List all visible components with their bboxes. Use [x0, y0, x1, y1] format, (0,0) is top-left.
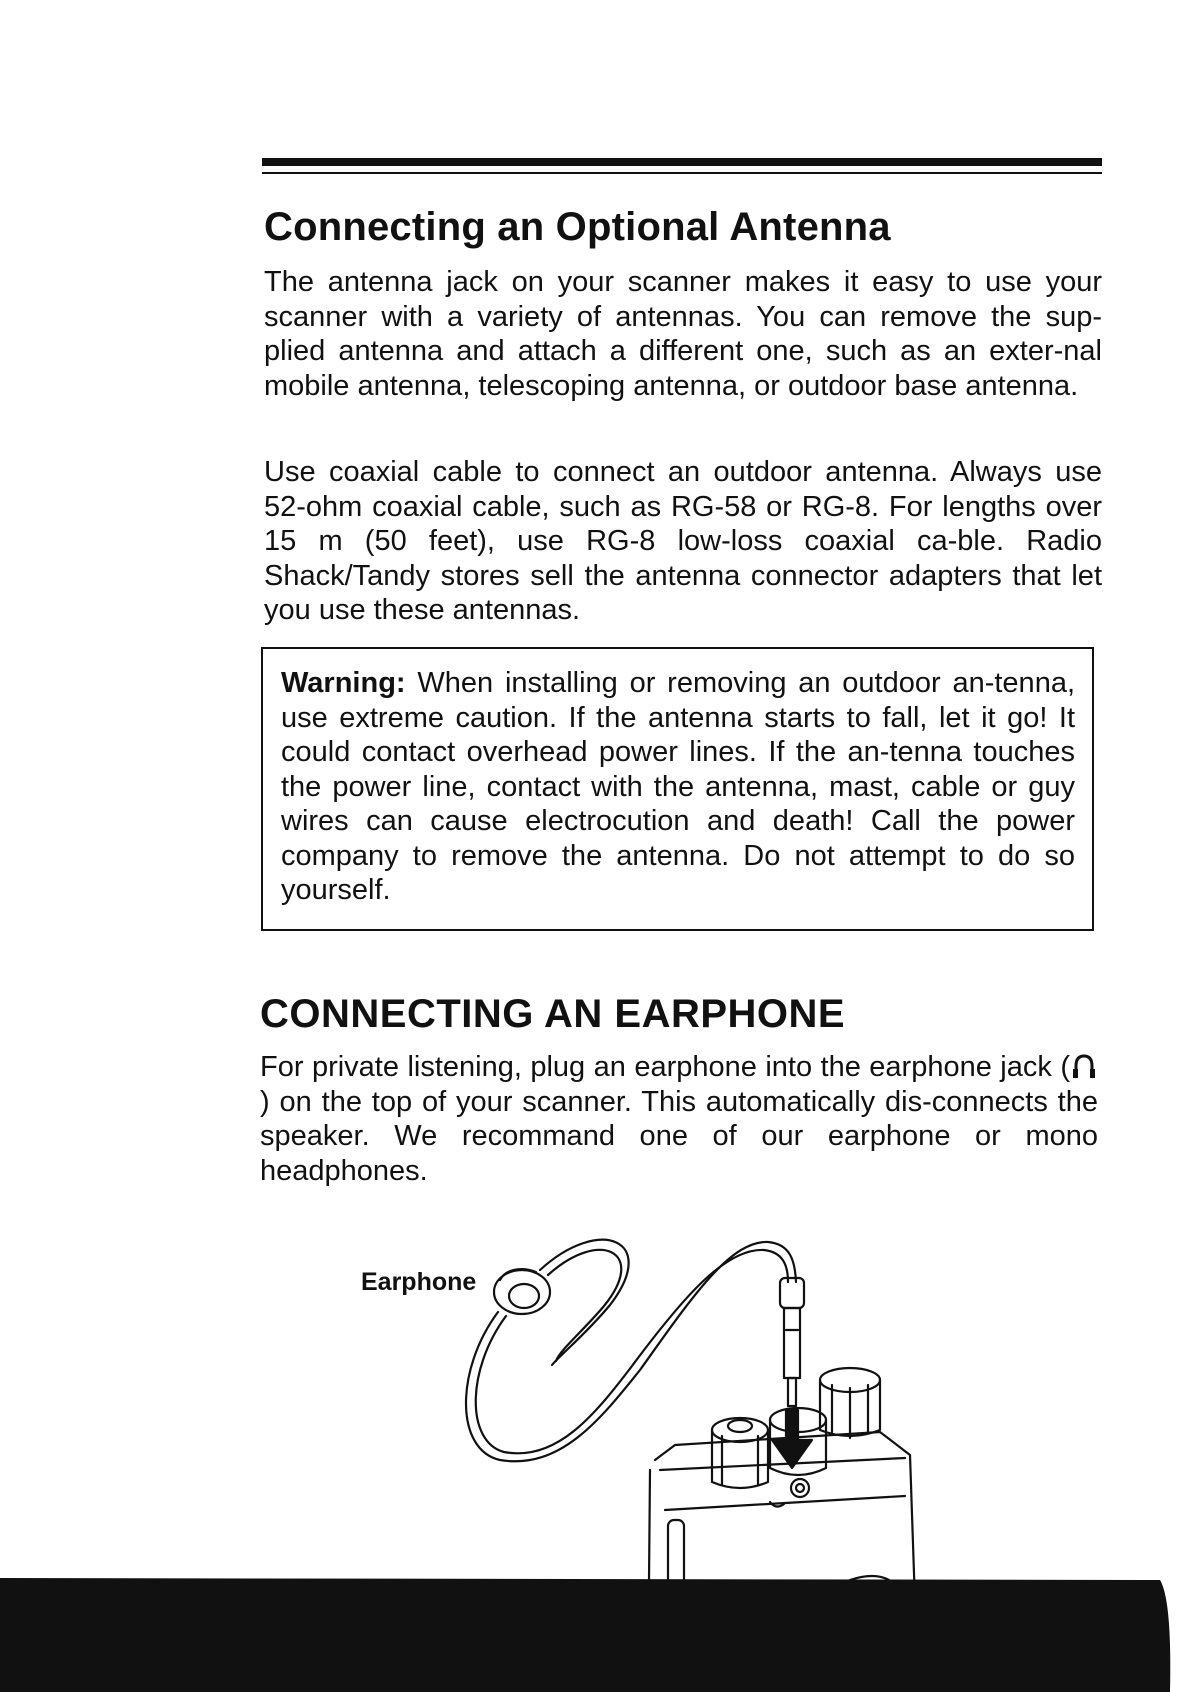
earphone-paragraph [260, 1050, 1098, 1188]
earphone-cable [466, 1242, 796, 1461]
section-title-earphone: CONNECTING AN EARPHONE [260, 992, 846, 1036]
footer-band [0, 1578, 1170, 1692]
warning-text [281, 666, 1075, 908]
earphone-jack [791, 1479, 809, 1497]
earphone-plug [780, 1278, 804, 1308]
earphone-label: Earphone [361, 1268, 477, 1296]
earphone-ear-hook [540, 1240, 629, 1365]
warning-box [261, 647, 1094, 931]
antenna-paragraph-1: The antenna jack on your scanner makes it easy to use your scanner with a variety of antennas. You can remove the sup-plied antenna and attach a different one, such as an exter-nal mobile antenna, telescoping antenna, or outdoor base antenna. [264, 266, 1102, 402]
section-title-antenna: Connecting an Optional Antenna [264, 205, 891, 249]
earphone-text-start: For private listening, plug an earphone into the earphone jack ( [260, 1051, 1070, 1083]
warning-body: When installing or removing an outdoor an-tenna, use extreme caution. If the antenna starts to fall, let it go! It could contact overhead power lines. If the an-tenna touches the power line, contact with the antenna, mast, cable or guy wires can cause electrocution and death! Call the power company to remove the antenna. Do not attempt to do so yourself. [281, 667, 1076, 906]
earphone-text-end: ) on the top of your scanner. This automatically dis-connects the speaker. We recommand one of our earphone or mono headphones. [260, 1085, 1098, 1187]
headphone-jack-icon [1070, 1053, 1098, 1081]
header-rule-thick [262, 158, 1102, 166]
warning-label: Warning: [281, 667, 406, 699]
earphone-illustration [0, 1220, 1188, 1692]
antenna-paragraph-2: Use coaxial cable to connect an outdoor antenna. Always use 52-ohm coaxial cable, such as RG-58 or RG-8. For lengths over 15 m (50 feet), use RG-8 low-loss coaxial ca-ble. Radio Shack/Tandy stores sell the antenna connector adapters that let you use these antennas. [264, 456, 1102, 626]
header-rule-thin [262, 172, 1102, 174]
